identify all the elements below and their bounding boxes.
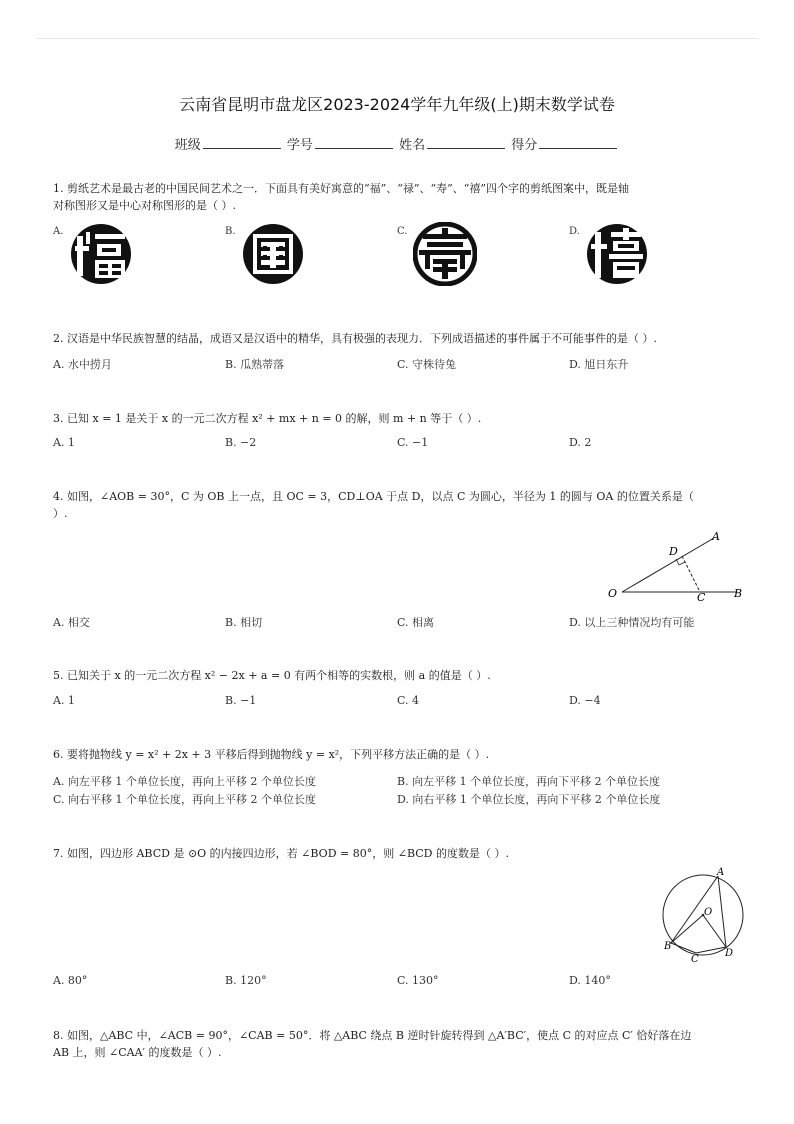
q1-option-d-letter: D. (569, 226, 580, 237)
class-label: 班级 (174, 138, 201, 153)
score-blank[interactable] (539, 136, 617, 149)
name-blank[interactable] (427, 136, 505, 149)
score-label: 得分 (511, 138, 538, 153)
fig4-label-d: D (669, 545, 678, 558)
q2-option-d[interactable]: D. 旭日东升 (569, 358, 629, 371)
question-5-stem: 5. 已知关于 x 的一元二次方程 x² − 2x + a = 0 有两个相等的实数根，则 a 的值是（ ）. (53, 669, 491, 682)
page-top-rule (36, 38, 758, 39)
q6-option-a[interactable]: A. 向左平移 1 个单位长度，再向上平移 2 个单位长度 (53, 775, 316, 788)
fig4-label-c: C (697, 591, 706, 604)
student-info-line (0, 134, 794, 153)
lu-seal-icon (241, 222, 305, 286)
question-8-line-2: AB 上，则 ∠CAA′ 的度数是（ ）. (53, 1046, 222, 1059)
q1-option-a-letter: A. (53, 226, 64, 237)
q2-option-a[interactable]: A. 水中捞月 (53, 358, 112, 371)
question-1-stem (53, 180, 743, 214)
q6-option-b[interactable]: B. 向左平移 1 个单位长度，再向下平移 2 个单位长度 (397, 775, 661, 788)
fu-seal-icon (69, 222, 133, 286)
q6-option-d[interactable]: D. 向右平移 1 个单位长度，再向下平移 2 个单位长度 (397, 793, 661, 806)
q4-option-a[interactable]: A. 相交 (53, 616, 90, 629)
q4-option-c[interactable]: C. 相离 (397, 616, 435, 629)
question-4-stem (53, 488, 743, 522)
angle-aob-figure (600, 528, 748, 604)
q5-option-c[interactable]: C. 4 (397, 694, 420, 707)
question-1-line-1: 1. 剪纸艺术是最古老的中国民间艺术之一．下面具有美好寓意的“福”、“禄”、“寿”、“禧”四个字的剪纸图案中，既是轴 (53, 182, 629, 195)
exam-title: 云南省昆明市盘龙区2023-2024学年九年级(上)期末数学试卷 (179, 95, 615, 114)
q2-option-c[interactable]: C. 守株待兔 (397, 358, 457, 371)
question-1-line-2: 对称图形又是中心对称图形的是（ ）. (53, 199, 236, 212)
question-8-stem (53, 1027, 743, 1061)
fig7-label-o: O (704, 907, 713, 918)
fig4-label-b: B (734, 587, 743, 600)
q1-option-b-letter: B. (225, 226, 236, 237)
q3-option-c[interactable]: C. −1 (397, 436, 429, 449)
question-3-stem: 3. 已知 x = 1 是关于 x 的一元二次方程 x² + mx + n = 0 的解，则 m + n 等于（ ）. (53, 412, 482, 425)
fig4-label-o: O (608, 587, 618, 600)
inscribed-quadrilateral-figure (656, 864, 748, 962)
shou-seal-icon (413, 222, 477, 286)
q7-option-a[interactable]: A. 80° (53, 974, 88, 987)
question-2-stem: 2. 汉语是中华民族智慧的结晶，成语又是汉语中的精华，具有极强的表现力．下列成语描述的事件属于不可能事件的是（ ）. (53, 332, 657, 345)
q4-option-d[interactable]: D. 以上三种情况均有可能 (569, 616, 695, 629)
question-4-line-2: ）. (53, 507, 68, 520)
q7-option-d[interactable]: D. 140° (569, 974, 611, 987)
student-id-blank[interactable] (315, 136, 393, 149)
fig7-label-c: C (691, 954, 699, 962)
q3-option-b[interactable]: B. −2 (225, 436, 257, 449)
question-4-line-1: 4. 如图，∠AOB = 30°，C 为 OB 上一点，且 OC = 3，CD⊥OA 于点 D，以点 C 为圆心，半径为 1 的圆与 OA 的位置关系是（ (53, 490, 694, 503)
q4-option-b[interactable]: B. 相切 (225, 616, 263, 629)
question-7-stem: 7. 如图，四边形 ABCD 是 ⊙O 的内接四边形，若 ∠BOD = 80°，则 ∠BCD 的度数是（ ）. (53, 847, 509, 860)
class-blank[interactable] (203, 136, 281, 149)
q3-option-a[interactable]: A. 1 (53, 436, 75, 449)
q6-option-c[interactable]: C. 向右平移 1 个单位长度，再向上平移 2 个单位长度 (53, 793, 316, 806)
q5-option-b[interactable]: B. −1 (225, 694, 257, 707)
q7-option-c[interactable]: C. 130° (397, 974, 439, 987)
q7-option-b[interactable]: B. 120° (225, 974, 267, 987)
fig4-label-a: A (712, 530, 720, 543)
q5-option-d[interactable]: D. −4 (569, 694, 601, 707)
question-8-line-1: 8. 如图，△ABC 中，∠ACB = 90°，∠CAB = 50°．将 △ABC 绕点 B 逆时针旋转得到 △A′BC′，使点 C 的对应点 C′ 恰好落在边 (53, 1029, 692, 1042)
q3-option-d[interactable]: D. 2 (569, 436, 592, 449)
q1-option-c-letter: C. (397, 226, 408, 237)
student-id-label: 学号 (286, 138, 313, 153)
question-6-stem: 6. 要将抛物线 y = x² + 2x + 3 平移后得到抛物线 y = x²，下列平移方法正确的是（ ）. (53, 748, 490, 761)
fig7-label-a: A (717, 867, 725, 878)
fig7-label-d: D (725, 948, 734, 959)
fig7-label-b: B (664, 941, 672, 952)
q5-option-a[interactable]: A. 1 (53, 694, 75, 707)
name-label: 姓名 (399, 138, 426, 153)
xi-seal-icon (585, 222, 649, 286)
question-6-options (53, 773, 743, 809)
q2-option-b[interactable]: B. 瓜熟蒂落 (225, 358, 285, 371)
